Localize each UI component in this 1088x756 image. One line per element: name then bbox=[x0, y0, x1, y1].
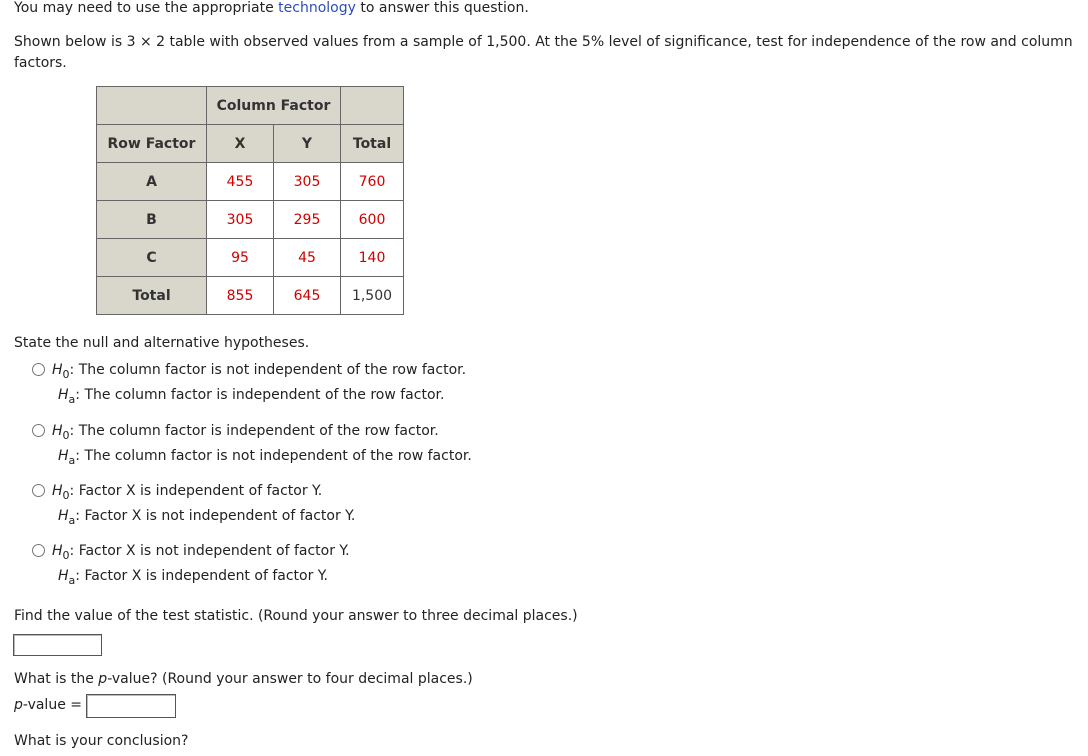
header-row-factor: Row Factor bbox=[97, 125, 207, 163]
intro-after: to answer this question. bbox=[355, 0, 529, 16]
h0-symbol: H bbox=[52, 543, 63, 559]
h0-symbol: H bbox=[52, 362, 63, 378]
p-value-input[interactable] bbox=[86, 694, 176, 718]
table-row bbox=[97, 239, 404, 277]
header-col-y: Y bbox=[274, 125, 341, 163]
h0-statement: : Factor X is independent of factor Y. bbox=[69, 483, 323, 499]
ha-subscript: a bbox=[68, 393, 76, 406]
conclusion-prompt: What is your conclusion? bbox=[14, 733, 189, 749]
h0-subscript: 0 bbox=[62, 368, 70, 381]
cell-total-x: 855 bbox=[207, 277, 274, 315]
h0-statement: : The column factor is independent of the row factor. bbox=[69, 423, 439, 439]
radio-button[interactable] bbox=[32, 424, 45, 437]
header-column-factor: Column Factor bbox=[207, 87, 341, 125]
cell-grand-total: 1,500 bbox=[341, 277, 404, 315]
h0-statement: : Factor X is not independent of factor Y. bbox=[69, 543, 350, 559]
ha-symbol: H bbox=[58, 568, 69, 584]
technology-link[interactable]: technology bbox=[278, 0, 356, 16]
p-value-label-rest: -value = bbox=[22, 697, 82, 713]
intro-before: You may need to use the appropriate bbox=[14, 0, 279, 16]
row-label: C bbox=[97, 239, 207, 277]
intro-text bbox=[14, 0, 529, 16]
h0-subscript: 0 bbox=[62, 549, 70, 562]
test-statistic-input[interactable] bbox=[13, 634, 102, 656]
cell-value: 455 bbox=[207, 163, 274, 201]
cell-total: 140 bbox=[341, 239, 404, 277]
radio-button[interactable] bbox=[32, 544, 45, 557]
ha-subscript: a bbox=[68, 454, 76, 467]
ha-subscript: a bbox=[68, 574, 76, 587]
cell-value: 95 bbox=[207, 239, 274, 277]
ha-statement: : The column factor is independent of the row factor. bbox=[75, 387, 445, 403]
cell-total: 600 bbox=[341, 201, 404, 239]
cell-total-y: 645 bbox=[274, 277, 341, 315]
cell-total: 760 bbox=[341, 163, 404, 201]
h0-subscript: 0 bbox=[62, 429, 70, 442]
header-blank-right bbox=[341, 87, 404, 125]
ha-statement: : Factor X is not independent of factor Y. bbox=[75, 508, 356, 524]
ha-symbol: H bbox=[58, 448, 69, 464]
p-value-prompt-before: What is the bbox=[14, 671, 99, 687]
test-statistic-prompt: Find the value of the test statistic. (Round your answer to three decimal places.) bbox=[14, 608, 578, 624]
p-value-prompt bbox=[14, 671, 473, 687]
row-label: B bbox=[97, 201, 207, 239]
ha-symbol: H bbox=[58, 387, 69, 403]
h0-symbol: H bbox=[52, 423, 63, 439]
question-line-1: Shown below is 3 × 2 table with observed values from a sample of 1,500. At the 5% level of significance, test for independence of the row and column bbox=[14, 34, 1073, 50]
p-value-prompt-after: -value? (Round your answer to four decimal places.) bbox=[107, 671, 473, 687]
p-value-label bbox=[14, 697, 82, 713]
table-row bbox=[97, 163, 404, 201]
row-label: A bbox=[97, 163, 207, 201]
ha-symbol: H bbox=[58, 508, 69, 524]
radio-button[interactable] bbox=[32, 484, 45, 497]
hypotheses-prompt: State the null and alternative hypotheses. bbox=[14, 335, 310, 351]
table-row bbox=[97, 201, 404, 239]
header-col-total: Total bbox=[341, 125, 404, 163]
ha-statement: : Factor X is independent of factor Y. bbox=[75, 568, 328, 584]
cell-value: 295 bbox=[274, 201, 341, 239]
cell-value: 305 bbox=[274, 163, 341, 201]
row-label-total: Total bbox=[97, 277, 207, 315]
table-total-row bbox=[97, 277, 404, 315]
h0-statement: : The column factor is not independent of the row factor. bbox=[69, 362, 467, 378]
table-header-row-2 bbox=[97, 125, 404, 163]
cell-value: 305 bbox=[207, 201, 274, 239]
question-line-2: factors. bbox=[14, 55, 67, 71]
h0-subscript: 0 bbox=[62, 489, 70, 502]
header-blank-left bbox=[97, 87, 207, 125]
header-col-x: X bbox=[207, 125, 274, 163]
table-header-row-1 bbox=[97, 87, 404, 125]
p-value-label-p: p bbox=[14, 697, 23, 713]
radio-button[interactable] bbox=[32, 363, 45, 376]
ha-subscript: a bbox=[68, 514, 76, 527]
ha-statement: : The column factor is not independent of the row factor. bbox=[75, 448, 472, 464]
p-value-prompt-p: p bbox=[98, 671, 108, 687]
h0-symbol: H bbox=[52, 483, 63, 499]
cell-value: 45 bbox=[274, 239, 341, 277]
observed-values-table bbox=[96, 86, 404, 315]
